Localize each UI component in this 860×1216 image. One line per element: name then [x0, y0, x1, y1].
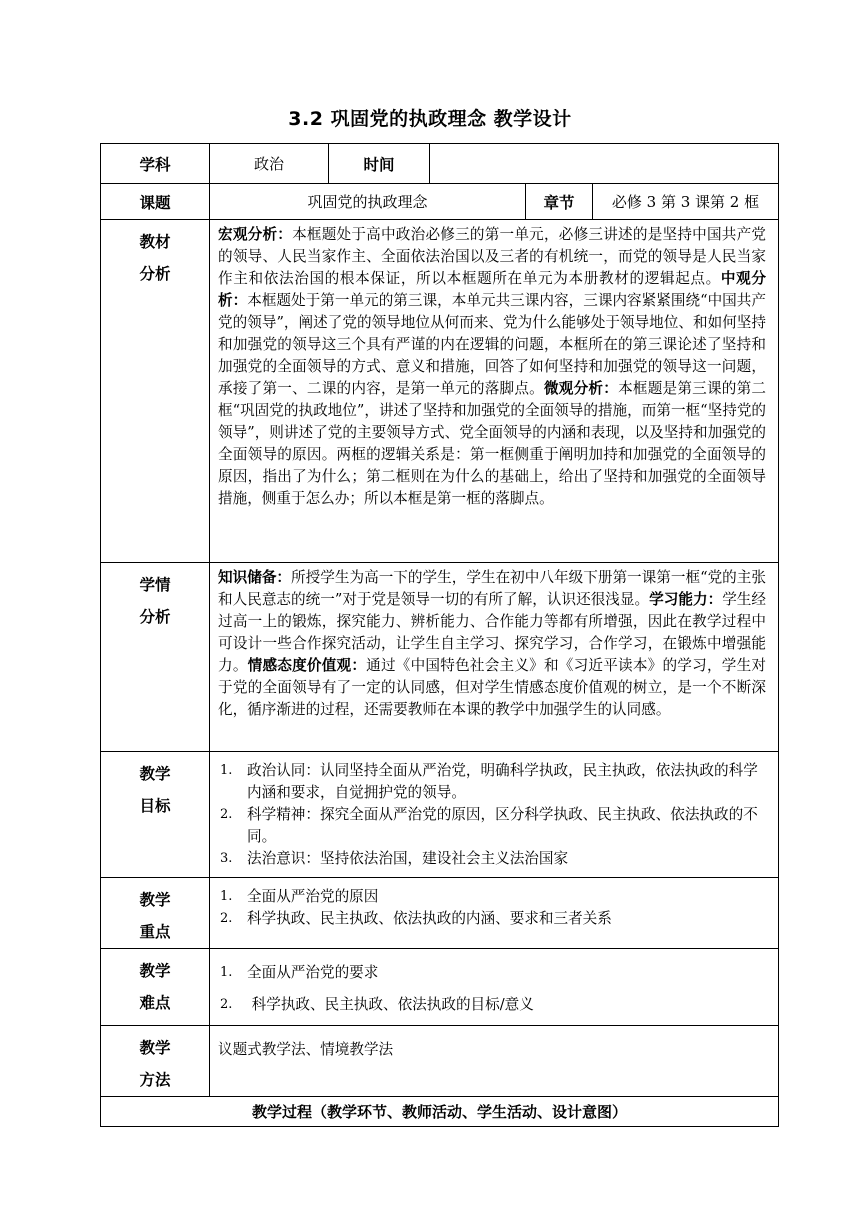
values-text: 通过《中国特色社会主义》和《习近平读本》的学习，学生对于党的全面领导有了一定的认同感，但对学生情感态度价值观的树立，是一个不断深化，循序渐进的过程，还需要教师在本课的教学中加强学生的认同感。 — [218, 657, 767, 718]
document-title: 3.2 巩固党的执政理念 教学设计 — [288, 108, 572, 130]
subject-value: 政治 — [210, 144, 329, 184]
difficulties-label-line2: 难点 — [139, 994, 171, 1012]
time-label: 时间 — [329, 144, 430, 184]
list-number: 1. — [220, 965, 233, 980]
objective-text: 法治意识：坚持依法治国，建设社会主义法治国家 — [247, 850, 569, 867]
list-number: 1. — [220, 889, 233, 904]
list-item — [218, 848, 768, 870]
subject-row — [101, 144, 779, 184]
key-points-content — [210, 878, 779, 949]
process-header: 教学过程（教学环节、教师活动、学生活动、设计意图） — [101, 1097, 779, 1127]
methods-label-line2: 方法 — [139, 1071, 171, 1089]
macro-analysis-heading: 宏观分析： — [218, 226, 293, 243]
process-row — [101, 1097, 779, 1127]
key-points-label-line1: 教学 — [139, 891, 171, 909]
subject-label: 学科 — [101, 144, 210, 184]
micro-analysis-heading: 微观分析： — [543, 380, 619, 397]
chapter-value: 必修 3 第 3 课第 2 框 — [593, 184, 779, 220]
objectives-label-line2: 目标 — [139, 797, 171, 815]
objective-text: 政治认同：认同坚持全面从严治党，明确科学执政，民主执政，依法执政的科学内涵和要求，自觉拥护党的领导。 — [247, 762, 758, 801]
textbook-analysis-content — [210, 220, 779, 563]
list-item — [218, 760, 768, 804]
values-heading: 情感态度价值观： — [247, 657, 367, 674]
student-label-line2: 分析 — [139, 608, 171, 626]
list-item — [218, 908, 768, 930]
difficulties-label — [101, 949, 210, 1026]
student-analysis-label — [101, 563, 210, 752]
list-item — [218, 957, 768, 989]
objectives-content — [210, 752, 779, 878]
list-item — [218, 886, 768, 908]
lesson-plan-table — [100, 143, 779, 1127]
knowledge-text: 所授学生为高一下的学生，学生在初中八年级下册第一课第一框“党的主张和人民意志的统一”对于党是领导一切的有所了解，认识还很浅显。 — [218, 569, 766, 608]
difficulties-row — [101, 949, 779, 1026]
textbook-analysis-label — [101, 220, 210, 563]
list-number: 2. — [220, 997, 233, 1012]
list-number: 2. — [220, 807, 233, 822]
time-value — [430, 144, 779, 184]
key-points-row — [101, 878, 779, 949]
objectives-label-line1: 教学 — [139, 765, 171, 783]
key-point-text: 科学执政、民主执政、依法执政的内涵、要求和三者关系 — [247, 910, 612, 927]
list-item — [218, 804, 768, 848]
methods-label — [101, 1026, 210, 1097]
key-points-label — [101, 878, 210, 949]
textbook-analysis-row — [101, 220, 779, 563]
difficulty-text: 科学执政、民主执政、依法执政的目标/意义 — [247, 996, 534, 1013]
list-number: 2. — [220, 911, 233, 926]
difficulties-label-line1: 教学 — [139, 962, 171, 980]
macro-analysis-text: 本框题处于高中政治必修三的第一单元，必修三讲述的是坚持中国共产党的领导、人民当家作主、全面依法治国以及三者的有机统一，而党的领导是人民当家作主和依法治国的根本保证，所以本框题所在单元为本册教材的逻辑起点。 — [218, 226, 767, 287]
key-points-label-line2: 重点 — [139, 923, 171, 941]
micro-analysis-text: 本框题是第三课的第二框“巩固党的执政地位”，讲述了坚持和加强党的全面领导的措施，而第一框“坚持党的领导”，则讲述了党的主要领导方式、党全面领导的内涵和表现，以及坚持和加强党的全面领导的原因。两框的逻辑关系是：第一框侧重于阐明加持和加强党的全面领导的原因，指出了为什么；第二框则在为什么的基础上，给出了坚持和加强党的全面领导措施，侧重于怎么办；所以本框是第一框的落脚点。 — [218, 380, 767, 507]
student-label-line1: 学情 — [139, 576, 171, 594]
methods-row — [101, 1026, 779, 1097]
difficulty-text: 全面从严治党的要求 — [247, 964, 379, 981]
topic-row — [101, 184, 779, 220]
list-item — [218, 989, 768, 1021]
difficulties-content — [210, 949, 779, 1026]
list-number: 3. — [220, 851, 233, 866]
student-analysis-row — [101, 563, 779, 752]
methods-content: 议题式教学法、情境教学法 — [210, 1026, 779, 1097]
ability-text: 学生经过高一上的锻炼，探究能力、辨析能力、合作能力等都有所增强，因此在教学过程中可设计一些合作探究活动，让学生自主学习、探究学习，合作学习，在锻炼中增强能力。 — [218, 591, 767, 674]
meso-analysis-text: 本框题处于第一单元的第三课，本单元共三课内容，三课内容紧紧围绕“中国共产党的领导”，阐述了党的领导地位从何而来、党为什么能够处于领导地位、和如何坚持和加强党的领导这三个具有严谨的内在逻辑的问题，本框所在的第三课论述了坚持和加强党的全面领导的方式、意义和措施，回答了如何坚持和加强党的领导这一问题，承接了第一、二课的内容，是第一单元的落脚点。 — [218, 292, 767, 397]
ability-heading: 学习能力： — [649, 591, 723, 608]
key-point-text: 全面从严治党的原因 — [247, 888, 379, 905]
objectives-label — [101, 752, 210, 878]
objective-text: 科学精神：探究全面从严治党的原因，区分科学执政、民主执政、依法执政的不同。 — [247, 806, 758, 845]
textbook-label-line1: 教材 — [139, 233, 171, 251]
knowledge-heading: 知识储备： — [218, 569, 292, 586]
list-number: 1. — [220, 763, 233, 778]
student-analysis-content — [210, 563, 779, 752]
textbook-label-line2: 分析 — [139, 265, 171, 283]
objectives-row — [101, 752, 779, 878]
topic-value: 巩固党的执政理念 — [210, 184, 526, 220]
methods-label-line1: 教学 — [139, 1039, 171, 1057]
topic-label: 课题 — [101, 184, 210, 220]
chapter-label: 章节 — [526, 184, 593, 220]
meso-analysis-heading: 中观分析： — [218, 270, 766, 309]
